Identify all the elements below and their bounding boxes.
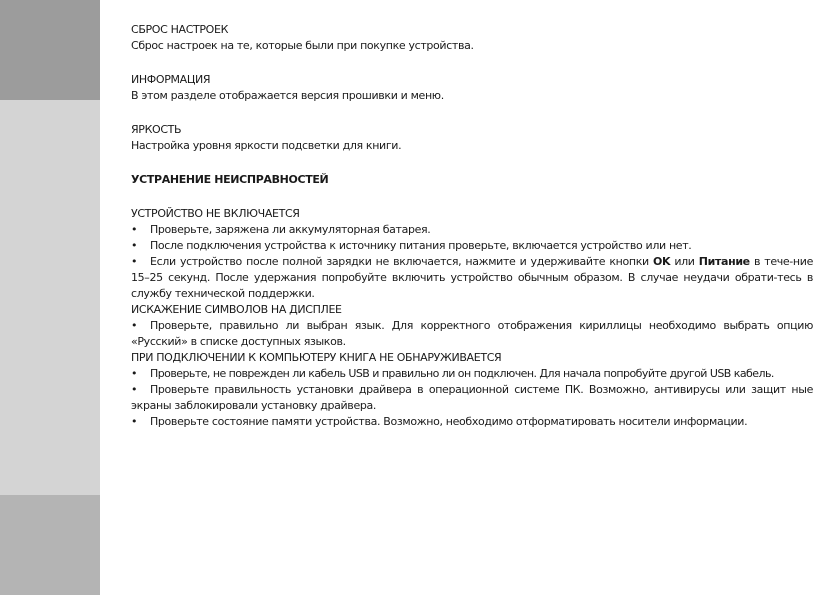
- issue-title-pc: ПРИ ПОДКЛЮЧЕНИИ К КОМПЬЮТЕРУ КНИГА НЕ ОБНАРУЖИВАЕТСЯ: [131, 351, 502, 364]
- section-text-brightness: Настройка уровня яркости подсветки для книги.: [131, 139, 402, 152]
- ok-button-label: OK: [652, 255, 671, 268]
- list-item: • Проверьте состояние памяти устройства. Возможно, необходимо отформатировать носители информации.: [131, 415, 748, 428]
- issue-title-no-power: УСТРОЙСТВО НЕ ВКЛЮЧАЕТСЯ: [131, 207, 300, 220]
- page-content: [131, 22, 813, 430]
- side-band-middle: [0, 100, 100, 495]
- section-title-info: ИНФОРМАЦИЯ: [131, 73, 211, 86]
- issue-title-display: ИСКАЖЕНИЕ СИМВОЛОВ НА ДИСПЛЕЕ: [131, 303, 342, 316]
- section-title-brightness: ЯРКОСТЬ: [131, 123, 182, 136]
- side-band-top: [0, 0, 100, 100]
- section-title-reset: СБРОС НАСТРОЕК: [131, 23, 229, 36]
- list-item: • Проверьте, заряжена ли аккумуляторная батарея.: [131, 223, 431, 236]
- list-item: • После подключения устройства к источнику питания проверьте, включается устройство или нет.: [131, 239, 692, 252]
- troubleshooting-heading: УСТРАНЕНИЕ НЕИСПРАВНОСТЕЙ: [131, 173, 329, 186]
- power-button-label: Питание: [698, 255, 750, 268]
- list-item: • Проверьте, правильно ли выбран язык. Для корректного отображения кириллицы необходимо выбрать опцию «Русский» в списке доступных языков.: [131, 319, 813, 348]
- side-band-bottom: [0, 495, 100, 595]
- list-item-rich: • Если устройство после полной зарядки не включается, нажмите и удерживайте кнопки OK или Питание в тече-ние 15–25 секунд. После удержания попробуйте включить устройство обычным образом. В случае неудачи обрати-тесь в службу технической поддержки.: [131, 255, 813, 300]
- list-item: • Проверьте, не поврежден ли кабель USB и правильно ли он подключен. Для начала попробуйте другой USB кабель.: [131, 367, 774, 380]
- section-text-reset: Сброс настроек на те, которые были при покупке устройства.: [131, 39, 474, 52]
- list-item: • Проверьте правильность установки драйвера в операционной системе ПК. Возможно, антивирусы или защит ные экраны заблокировали установку драйвера.: [131, 383, 813, 412]
- section-text-info: В этом разделе отображается версия прошивки и меню.: [131, 89, 444, 102]
